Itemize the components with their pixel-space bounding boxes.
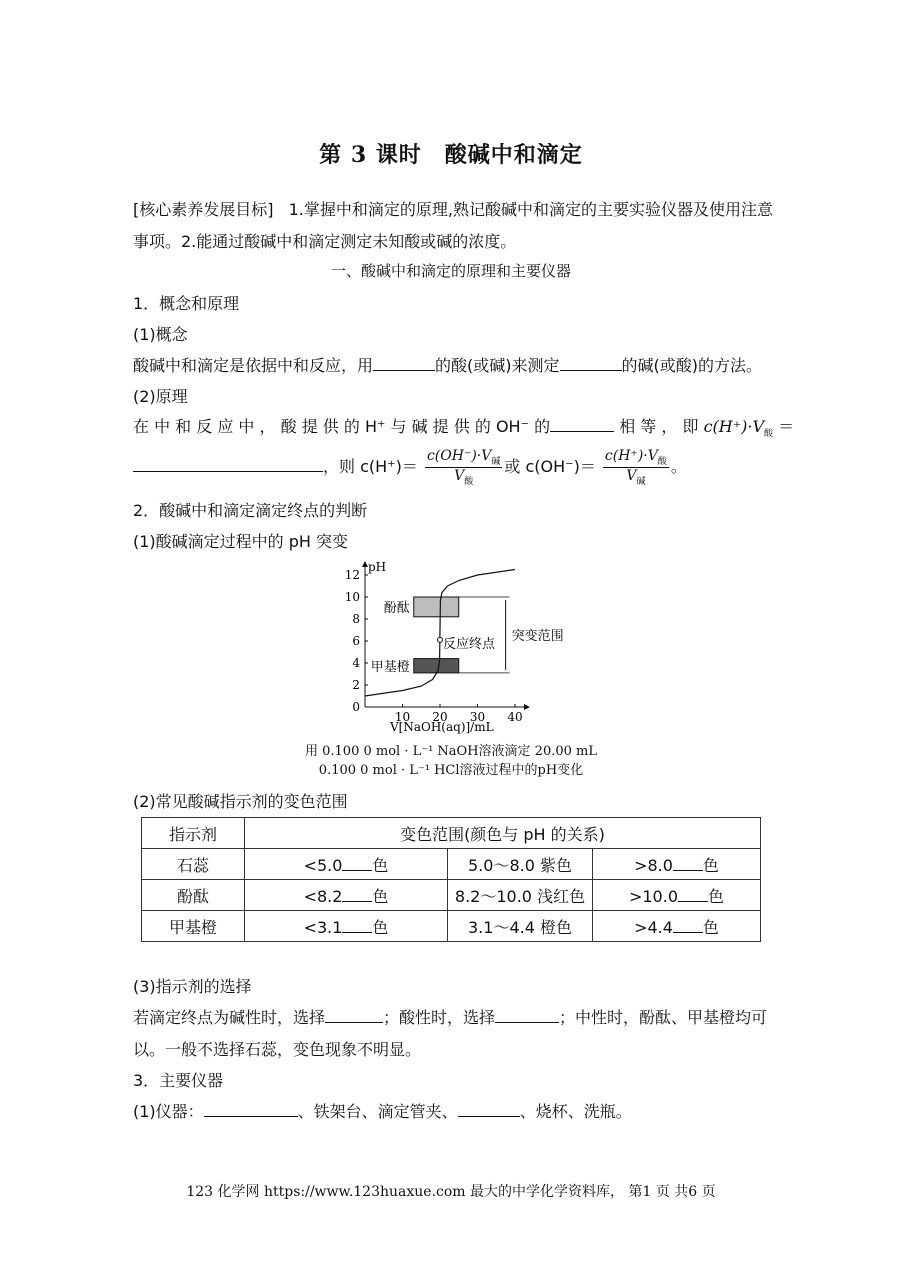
blank-acidic-indicator <box>495 1008 559 1023</box>
concept-text-a: 酸碱中和滴定是依据中和反应，用 <box>133 356 374 375</box>
x-axis-label: V[NaOH(aq)]/mL <box>390 720 494 734</box>
y-tick-label: 2 <box>352 678 360 692</box>
blank-color <box>342 887 372 902</box>
principle-formula-line <box>133 448 687 487</box>
indicator-box-0 <box>414 597 459 617</box>
indicator-name: 酚酞 <box>142 880 245 911</box>
or-text: 或 c(OH⁻)＝ <box>504 456 596 476</box>
indicator-label-0: 酚酞 <box>383 600 410 616</box>
color-suffix: 色 <box>372 917 389 937</box>
goals-line-1 <box>133 197 773 220</box>
chart-caption-2: 0.100 0 mol · L⁻¹ HCl溶液过程中的pH变化 <box>318 763 584 778</box>
jump-range-label: 突变范围 <box>511 628 564 644</box>
principle-formula-sub: 酸 <box>764 429 774 440</box>
principle-sentence <box>133 414 794 439</box>
ph-titration-chart <box>330 560 590 740</box>
mid-range: 5.0～8.0 紫色 <box>448 849 593 880</box>
high-range <box>593 911 761 942</box>
fraction-2-numerator-sub: 酸 <box>657 456 667 467</box>
period: 。 <box>670 456 687 476</box>
indicator-table <box>141 817 761 942</box>
table-row <box>142 911 761 942</box>
page-title: 第 3 课时 酸碱中和滴定 <box>319 142 583 168</box>
color-suffix: 色 <box>702 855 719 875</box>
instruments-text-a: (1)仪器： <box>133 1102 204 1121</box>
color-suffix: 色 <box>702 917 719 937</box>
then-text: ，则 c(H⁺)＝ <box>323 456 418 476</box>
principle-text-b: 相 等 ， 即 <box>619 417 699 436</box>
blank-formula <box>133 457 323 472</box>
fraction-2 <box>603 448 669 487</box>
y-tick-label: 8 <box>352 612 360 626</box>
instruments-text-b: 、铁架台、滴定管夹、 <box>297 1102 458 1121</box>
heading-endpoint: 2．酸碱中和滴定滴定终点的判断 <box>133 501 368 520</box>
blank-basic-indicator <box>325 1008 383 1023</box>
high-range <box>593 849 761 880</box>
instruments-sentence <box>133 1099 632 1122</box>
blank-instrument-1 <box>204 1102 298 1117</box>
indicator-name: 石蕊 <box>142 849 245 880</box>
blank-amount <box>550 417 614 432</box>
table-header-indicator: 指示剂 <box>142 818 245 849</box>
choice-line-2: 以。一般不选择石蕊，变色现象不明显。 <box>133 1040 422 1059</box>
concept-sentence <box>133 353 762 376</box>
choice-sentence <box>133 1005 767 1028</box>
low-value: <3.1 <box>303 917 343 937</box>
concept-text-c: 的碱(或酸)的方法。 <box>621 356 763 375</box>
fraction-1-denominator: V <box>454 467 465 484</box>
chart-caption-1: 用 0.100 0 mol · L⁻¹ NaOH溶液滴定 20.00 mL <box>305 744 597 759</box>
instruments-text-c: 、烧杯、洗瓶。 <box>519 1102 632 1121</box>
choice-text-a: 若滴定终点为碱性时，选择 <box>133 1008 326 1027</box>
fraction-1-numerator: c(OH⁻)·V <box>426 448 492 464</box>
principle-equals: ＝ <box>778 417 795 436</box>
goals-label: [核心素养发展目标] <box>133 200 274 219</box>
endpoint-marker <box>438 637 443 642</box>
sub-heading-indicator-choice: (3)指示剂的选择 <box>133 977 252 996</box>
fraction-1-denominator-sub: 酸 <box>464 476 474 487</box>
high-range <box>593 880 761 911</box>
y-axis-label: pH <box>368 560 387 574</box>
color-suffix: 色 <box>372 886 389 906</box>
y-tick-label: 6 <box>352 634 360 648</box>
indicator-box-1 <box>414 659 459 673</box>
x-tick-label: 40 <box>507 710 523 724</box>
sub-heading-principle: (2)原理 <box>133 387 188 406</box>
concept-text-b: 的酸(或碱)来测定 <box>435 356 560 375</box>
sub-heading-concept: (1)概念 <box>133 325 188 344</box>
low-range <box>245 880 448 911</box>
fraction-1-numerator-sub: 碱 <box>491 456 501 467</box>
heading-instruments: 3．主要仪器 <box>133 1071 224 1090</box>
page-footer: 123 化学网 https://www.123huaxue.com 最大的中学化学资料库， 第1 页 共6 页 <box>186 1184 716 1200</box>
indicator-name: 甲基橙 <box>142 911 245 942</box>
fraction-2-numerator: c(H⁺)·V <box>604 448 658 464</box>
fraction-2-denominator: V <box>626 467 637 484</box>
titration-curve <box>365 570 515 697</box>
y-tick-label: 12 <box>344 568 360 582</box>
choice-text-b: ；酸性时，选择 <box>383 1008 496 1027</box>
sub-heading-indicators: (2)常见酸碱指示剂的变色范围 <box>133 792 348 811</box>
x-tick-label: 20 <box>432 710 448 724</box>
choice-text-c: ；中性时，酚酞、甲基橙均可 <box>559 1008 768 1027</box>
table-row <box>142 880 761 911</box>
y-tick-label: 0 <box>352 700 360 714</box>
fraction-1 <box>425 448 502 487</box>
blank-known-concentration <box>373 356 435 371</box>
high-value: >8.0 <box>634 855 673 875</box>
high-value: >4.4 <box>634 917 673 937</box>
blank-color <box>342 918 372 933</box>
blank-instrument-2 <box>458 1102 520 1117</box>
low-range <box>245 849 448 880</box>
y-tick-label: 4 <box>352 656 360 670</box>
fraction-2-denominator-sub: 碱 <box>636 476 646 487</box>
principle-formula: c(H⁺)·V <box>703 417 765 436</box>
x-tick-label: 30 <box>469 710 486 724</box>
goals-text-1: 1.掌握中和滴定的原理,熟记酸碱中和滴定的主要实验仪器及使用注意 <box>288 200 773 219</box>
goals-text-2: 事项。2.能通过酸碱中和滴定测定未知酸或碱的浓度。 <box>133 232 517 251</box>
table-header-range: 变色范围(颜色与 pH 的关系) <box>245 818 761 849</box>
blank-unknown-concentration <box>560 356 622 371</box>
section-heading-1: 一、酸碱中和滴定的原理和主要仪器 <box>330 262 571 280</box>
sub-heading-ph-jump: (1)酸碱滴定过程中的 pH 突变 <box>133 532 349 551</box>
low-range <box>245 911 448 942</box>
table-row <box>142 849 761 880</box>
y-tick-label: 10 <box>344 590 360 604</box>
low-value: <5.0 <box>303 855 343 875</box>
high-value: >10.0 <box>628 886 678 906</box>
indicator-label-1: 甲基橙 <box>370 659 410 675</box>
blank-color <box>678 887 708 902</box>
heading-concept-principle: 1．概念和原理 <box>133 294 240 313</box>
low-value: <8.2 <box>303 886 343 906</box>
x-tick-label: 10 <box>394 710 411 724</box>
mid-range: 3.1～4.4 橙色 <box>448 911 593 942</box>
endpoint-label: 反应终点 <box>443 636 496 652</box>
blank-color <box>342 856 372 871</box>
mid-range: 8.2～10.0 浅红色 <box>448 880 593 911</box>
table-header-row <box>142 818 761 849</box>
color-suffix: 色 <box>708 886 725 906</box>
blank-color <box>673 856 703 871</box>
blank-color <box>673 918 703 933</box>
principle-text-a: 在 中 和 反 应 中 ， 酸 提 供 的 H⁺ 与 碱 提 供 的 OH⁻ 的 <box>133 417 551 436</box>
color-suffix: 色 <box>372 855 389 875</box>
